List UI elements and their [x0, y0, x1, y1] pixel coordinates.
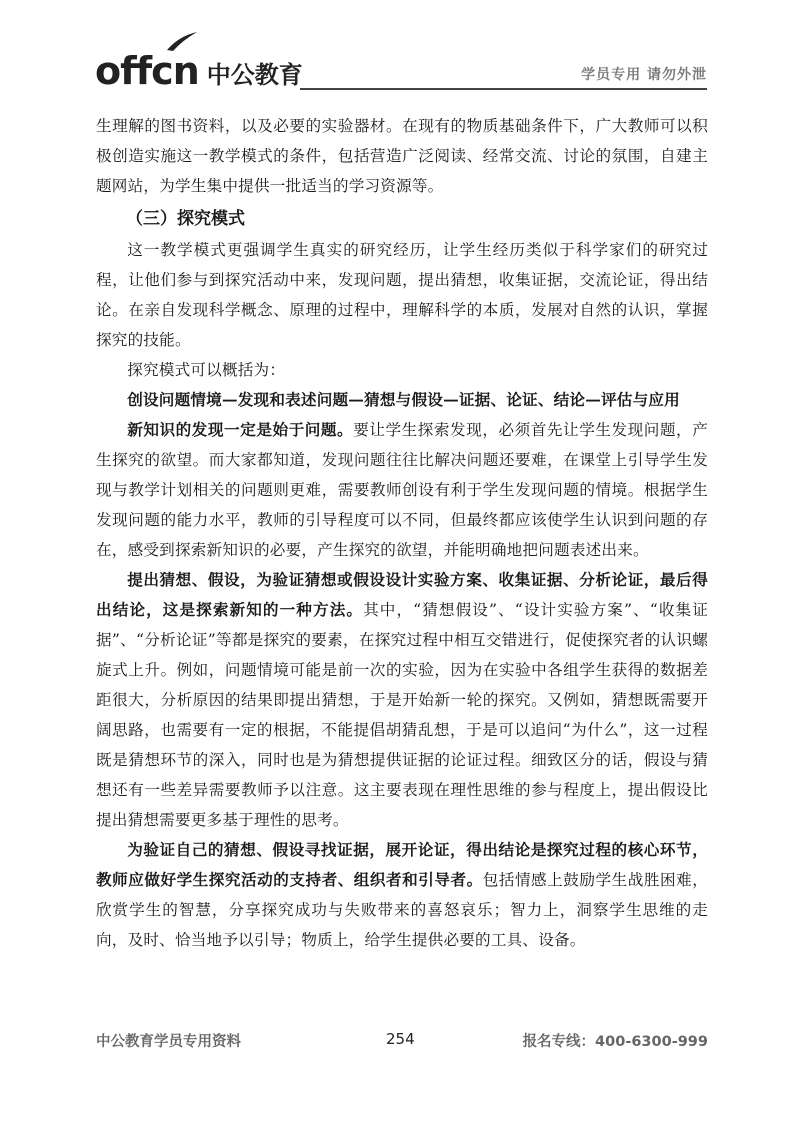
paragraph-6: [96, 565, 708, 835]
paragraph-3: 探究模式可以概括为：: [127, 361, 286, 379]
paragraph-1: 生理解的图书资料，以及必要的实验器材。在现有的物质基础条件下，广大教师可以积极创造实施这一教学模式的条件，包括营造广泛阅读、经常交流、讨论的氛围，自建主题网站，为学生集中提供一批适当的学习资源等。: [96, 117, 708, 195]
logo-text-en: offcn: [95, 49, 199, 93]
page-footer: [96, 1030, 708, 1054]
page-content: [96, 111, 708, 955]
section-heading: （三）探究模式: [126, 209, 245, 229]
header-divider: [300, 88, 707, 90]
paragraph-4-process: 创设问题情境—发现和表述问题—猜想与假设—证据、论证、结论—评估与应用: [127, 390, 680, 409]
page-header: [95, 38, 707, 93]
paragraph-5-bold: 新知识的发现一定是始于问题。: [127, 420, 354, 439]
paragraph-5-text: 要让学生探索发现，必须首先让学生发现问题，产生探究的欲望。而大家都知道，发现问题往往比解决问题还要难，在课堂上引导学生发现与教学计划相关的问题则更难，需要教师创设有利于学生发现问题的情境。根据学生发现问题的能力水平，教师的引导程度可以不同，但最终都应该使学生认识到问题的存在，感受到探索新知识的必要，产生探究的欲望，并能明确地把问题表述出来。: [96, 421, 708, 559]
logo-text-cn: 中公教育: [206, 61, 303, 89]
footer-label: 中公教育学员专用资料: [96, 1034, 241, 1050]
paragraph-7-text: 包括情感上鼓励学生战胜困难，欣赏学生的智慧，分享探究成功与失败带来的喜怒哀乐；智力上，洞察学生思维的走向，及时、恰当地予以引导；物质上，给学生提供必要的工具、设备。: [96, 871, 708, 949]
page-number: 254: [386, 1030, 415, 1048]
paragraph-7-bold: 为验证自己的猜想、假设寻找证据，展开论证，得出结论是探究过程的核心环节，教师应做好学生探究活动的支持者、组织者和引导者。: [96, 840, 708, 889]
paragraph-2: 这一教学模式更强调学生真实的研究经历，让学生经历类似于科学家们的研究过程，让他们参与到探究活动中来，发现问题，提出猜想，收集证据，交流论证，得出结论。在亲自发现科学概念、原理的过程中，理解科学的本质，发展对自然的认识，掌握探究的技能。: [96, 241, 708, 349]
logo-swoosh-icon: [165, 30, 199, 52]
paragraph-6-text: 其中，“猜想假设”、“设计实验方案”、“收集证据”、“分析论证”等都是探究的要素，在探究过程中相互交错进行，促使探究者的认识螺旋式上升。例如，问题情境可能是前一次的实验，因为在实验中各组学生获得的数据差距很大，分析原因的结果即提出猜想，于是开始新一轮的探究。又例如，猜想既需要开阔思路，也需要有一定的根据，不能提倡胡猜乱想，于是可以追问“为什么”，这一过程既是猜想环节的深入，同时也是为猜想提供证据的论证过程。细致区分的话，假设与猜想还有一些差异需要教师予以注意。这主要表现在理性思维的参与程度上，提出假设比提出猜想需要更多基于理性的思考。: [96, 601, 708, 829]
header-confidential-tag: 学员专用 请勿外泄: [581, 67, 707, 83]
paragraph-6-bold: 提出猜想、假设，为验证猜想或假设设计实验方案、收集证据、分析论证，最后得出结论，这是探索新知的一种方法。: [96, 570, 708, 619]
paragraph-7: [96, 835, 708, 955]
paragraph-5: [96, 415, 708, 565]
offcn-logo: [95, 38, 303, 93]
footer-hotline: 报名专线：400-6300-999: [522, 1034, 708, 1050]
